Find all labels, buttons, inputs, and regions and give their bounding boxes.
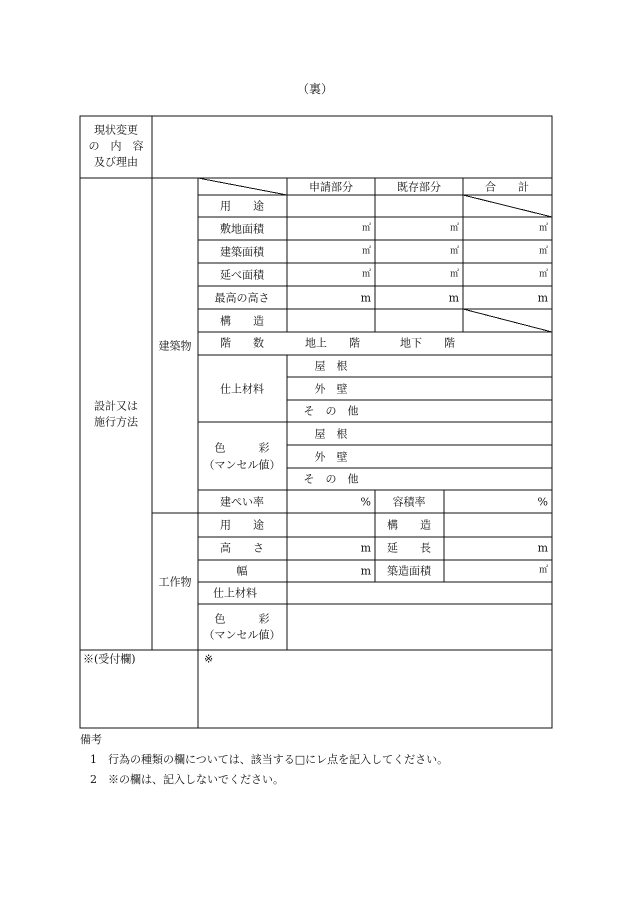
unit-m2: ㎡ <box>361 269 371 280</box>
structure-width-label: 幅 <box>236 564 248 578</box>
design-label-line1: 設計又は <box>94 399 138 413</box>
unit-m: m <box>448 291 459 305</box>
unit-percent: % <box>360 495 371 509</box>
color-label: 色 彩 <box>214 441 270 455</box>
floors-below-ground: 地下 階 <box>400 336 455 350</box>
unit-m2: ㎡ <box>538 565 548 576</box>
reception-mark: ※ <box>204 652 214 666</box>
structure-label: 工作物 <box>158 575 192 589</box>
unit-m: m <box>537 541 548 555</box>
notes <box>80 730 448 790</box>
page-title: （裏） <box>296 82 333 96</box>
unit-m2: ㎡ <box>449 223 459 234</box>
col-existing-header: 既存部分 <box>397 180 441 194</box>
unit-m2: ㎡ <box>538 269 548 280</box>
col-new-header: 申請部分 <box>309 180 353 194</box>
structure-length-label: 延 長 <box>387 541 431 555</box>
change-label-line3: 及び理由 <box>94 155 138 169</box>
unit-m: m <box>360 564 371 578</box>
unit-percent: % <box>537 495 548 509</box>
floors-label: 階 数 <box>220 336 264 350</box>
munsell-label: （マンセル値） <box>203 458 281 472</box>
building-area-label: 建築面積 <box>220 245 264 259</box>
unit-m: m <box>537 291 548 305</box>
unit-m2: ㎡ <box>361 246 371 257</box>
unit-m2: ㎡ <box>538 246 548 257</box>
finish-wall-label: 外 壁 <box>314 382 348 396</box>
reception-label: ※(受付欄) <box>83 652 136 666</box>
site-area-label: 敷地面積 <box>220 222 264 236</box>
note-item: 1 行為の種類の欄については、該当する□にレ点を記入してください。 <box>90 753 449 766</box>
structure-color-label: 色 彩 <box>214 612 270 626</box>
change-label-line1: 現状変更 <box>94 123 138 137</box>
unit-m2: ㎡ <box>538 223 548 234</box>
structure-finish-label: 仕上材料 <box>213 586 257 600</box>
structure-munsell-label: （マンセル値） <box>203 628 281 642</box>
color-wall-label: 外 壁 <box>314 450 348 464</box>
col-total-header: 合 計 <box>485 180 529 194</box>
coverage-ratio-label: 建ぺい率 <box>220 495 264 509</box>
structure-kind-label: 構 造 <box>387 518 431 532</box>
change-label-line2: の 内 容 <box>88 139 144 153</box>
change-content-cell[interactable] <box>153 117 551 177</box>
unit-m2: ㎡ <box>361 223 371 234</box>
building-label: 建築物 <box>158 339 192 353</box>
design-label-line2: 施行方法 <box>94 415 138 429</box>
floors-above-ground: 地上 階 <box>305 336 360 350</box>
structure-use-label: 用 途 <box>220 518 264 532</box>
unit-m2: ㎡ <box>449 269 459 280</box>
finish-other-label: そ の 他 <box>303 404 359 418</box>
floor-area-label: 延べ面積 <box>220 268 264 282</box>
building-use-label: 用 途 <box>220 199 264 213</box>
finish-material-label: 仕上材料 <box>220 382 264 396</box>
structure-height-label: 高 さ <box>220 541 264 555</box>
floor-area-ratio-label: 容積率 <box>392 495 426 509</box>
finish-roof-label: 屋 根 <box>314 359 348 373</box>
note-item: 2 ※の欄は、記入しないでください。 <box>90 773 284 786</box>
max-height-label: 最高の高さ <box>214 291 270 305</box>
unit-m: m <box>360 541 371 555</box>
structure-type-label: 構 造 <box>220 314 264 328</box>
notes-heading: 備考 <box>80 733 102 746</box>
color-other-label: そ の 他 <box>303 472 359 486</box>
unit-m: m <box>360 291 371 305</box>
structure-area-label: 築造面積 <box>387 564 431 578</box>
color-roof-label: 屋 根 <box>314 427 348 441</box>
unit-m2: ㎡ <box>449 246 459 257</box>
